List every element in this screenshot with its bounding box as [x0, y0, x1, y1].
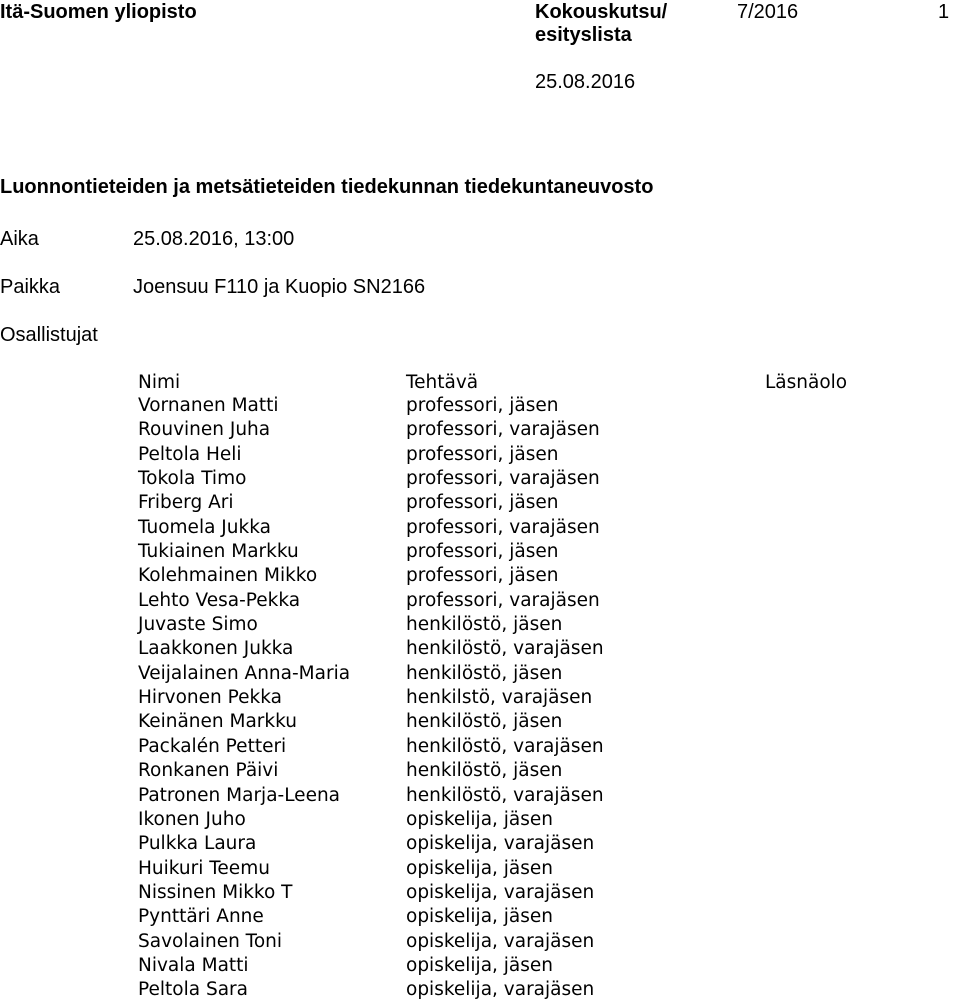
table-row: [0, 979, 960, 1003]
participant-name: Hirvonen Pekka: [138, 687, 282, 709]
table-row: [0, 541, 960, 565]
participant-role: professori, jäsen: [406, 395, 559, 416]
participant-role: opiskelija, varajäsen: [406, 881, 595, 903]
place-label: Paikka: [0, 276, 61, 298]
participant-role: professori, jäsen: [406, 565, 559, 587]
participant-role: opiskelija, jäsen: [406, 857, 554, 879]
time-label: Aika: [0, 228, 39, 250]
doc-type-line2: esityslista: [535, 24, 632, 46]
table-row: [0, 590, 960, 614]
doc-number: 7/2016: [737, 1, 799, 23]
table-row: [0, 638, 960, 662]
table-row: [0, 711, 960, 735]
place-value: Joensuu F110 ja Kuopio SN2166: [133, 276, 426, 298]
page-number: 1: [938, 1, 950, 23]
table-row: [0, 931, 960, 955]
time-value: 25.08.2016, 13:00: [133, 228, 295, 250]
table-row: [0, 663, 960, 687]
participant-name: Savolainen Toni: [138, 930, 283, 952]
participant-name: Patronen Marja-Leena: [138, 784, 341, 806]
participants-table: [0, 395, 960, 1004]
table-row: [0, 468, 960, 492]
participant-name: Huikuri Teemu: [138, 857, 270, 879]
participant-name: Pulkka Laura: [138, 833, 257, 855]
table-row: [0, 444, 960, 468]
table-row: [0, 419, 960, 443]
org-name: Itä-Suomen yliopisto: [0, 1, 197, 23]
participant-role: henkilöstö, varajäsen: [406, 638, 604, 660]
participant-role: opiskelija, varajäsen: [406, 979, 595, 1001]
participant-name: Tukiainen Markku: [138, 541, 299, 563]
participant-role: henkilstö, varajäsen: [406, 687, 593, 709]
table-row: [0, 492, 960, 516]
participant-role: henkilöstö, jäsen: [406, 760, 563, 782]
table-row: [0, 517, 960, 541]
participant-name: Keinänen Markku: [138, 711, 297, 733]
participant-role: opiskelija, jäsen: [406, 808, 554, 830]
participant-name: Tokola Timo: [138, 468, 247, 490]
table-row: [0, 687, 960, 711]
participant-role: henkilöstö, varajäsen: [406, 735, 604, 757]
participant-role: professori, jäsen: [406, 541, 559, 563]
participant-name: Kolehmainen Mikko: [138, 565, 318, 587]
participant-role: henkilöstö, jäsen: [406, 711, 563, 733]
meeting-title: Luonnontieteiden ja metsätieteiden tiedekunnan tiedekuntaneuvosto: [0, 176, 654, 198]
table-row: [0, 614, 960, 638]
participant-role: opiskelija, varajäsen: [406, 930, 595, 952]
participant-name: Packalén Petteri: [138, 735, 287, 757]
table-row: [0, 882, 960, 906]
participant-role: henkilöstö, jäsen: [406, 614, 563, 636]
table-row: [0, 736, 960, 760]
participant-role: opiskelija, jäsen: [406, 954, 554, 976]
doc-date: 25.08.2016: [535, 71, 636, 93]
participant-name: Juvaste Simo: [138, 614, 258, 636]
column-header-role: Tehtävä: [406, 372, 479, 393]
table-row: [0, 565, 960, 589]
participants-label: Osallistujat: [0, 324, 98, 346]
column-header-name: Nimi: [138, 372, 181, 393]
participant-name: Laakkonen Jukka: [138, 638, 294, 660]
table-row: [0, 809, 960, 833]
participant-role: professori, varajäsen: [406, 516, 600, 538]
participant-name: Vornanen Matti: [138, 395, 279, 416]
participant-name: Rouvinen Juha: [138, 419, 271, 441]
participant-role: henkilöstö, jäsen: [406, 662, 563, 684]
table-row: [0, 858, 960, 882]
participant-name: Nissinen Mikko T: [138, 881, 293, 903]
participant-name: Tuomela Jukka: [138, 516, 271, 538]
column-header-attendance: Läsnäolo: [765, 372, 848, 393]
participant-name: Veijalainen Anna-Maria: [138, 662, 351, 684]
participant-role: professori, jäsen: [406, 443, 559, 465]
doc-type-line1: Kokouskutsu/: [535, 1, 668, 23]
participant-role: opiskelija, varajäsen: [406, 833, 595, 855]
participant-name: Peltola Heli: [138, 443, 242, 465]
participant-name: Peltola Sara: [138, 979, 248, 1001]
table-row: [0, 785, 960, 809]
participant-name: Nivala Matti: [138, 954, 249, 976]
table-row: [0, 760, 960, 784]
table-row: [0, 906, 960, 930]
participant-role: professori, varajäsen: [406, 468, 600, 490]
participant-name: Lehto Vesa-Pekka: [138, 589, 301, 611]
participant-name: Pynttäri Anne: [138, 906, 264, 928]
participant-name: Ikonen Juho: [138, 808, 246, 830]
participant-role: professori, varajäsen: [406, 589, 600, 611]
participant-role: professori, varajäsen: [406, 419, 600, 441]
table-row: [0, 955, 960, 979]
table-row: [0, 833, 960, 857]
participant-name: Friberg Ari: [138, 492, 234, 514]
participant-role: opiskelija, jäsen: [406, 906, 554, 928]
participant-name: Ronkanen Päivi: [138, 760, 279, 782]
participant-role: professori, jäsen: [406, 492, 559, 514]
table-row: [0, 395, 960, 419]
participant-role: henkilöstö, varajäsen: [406, 784, 604, 806]
